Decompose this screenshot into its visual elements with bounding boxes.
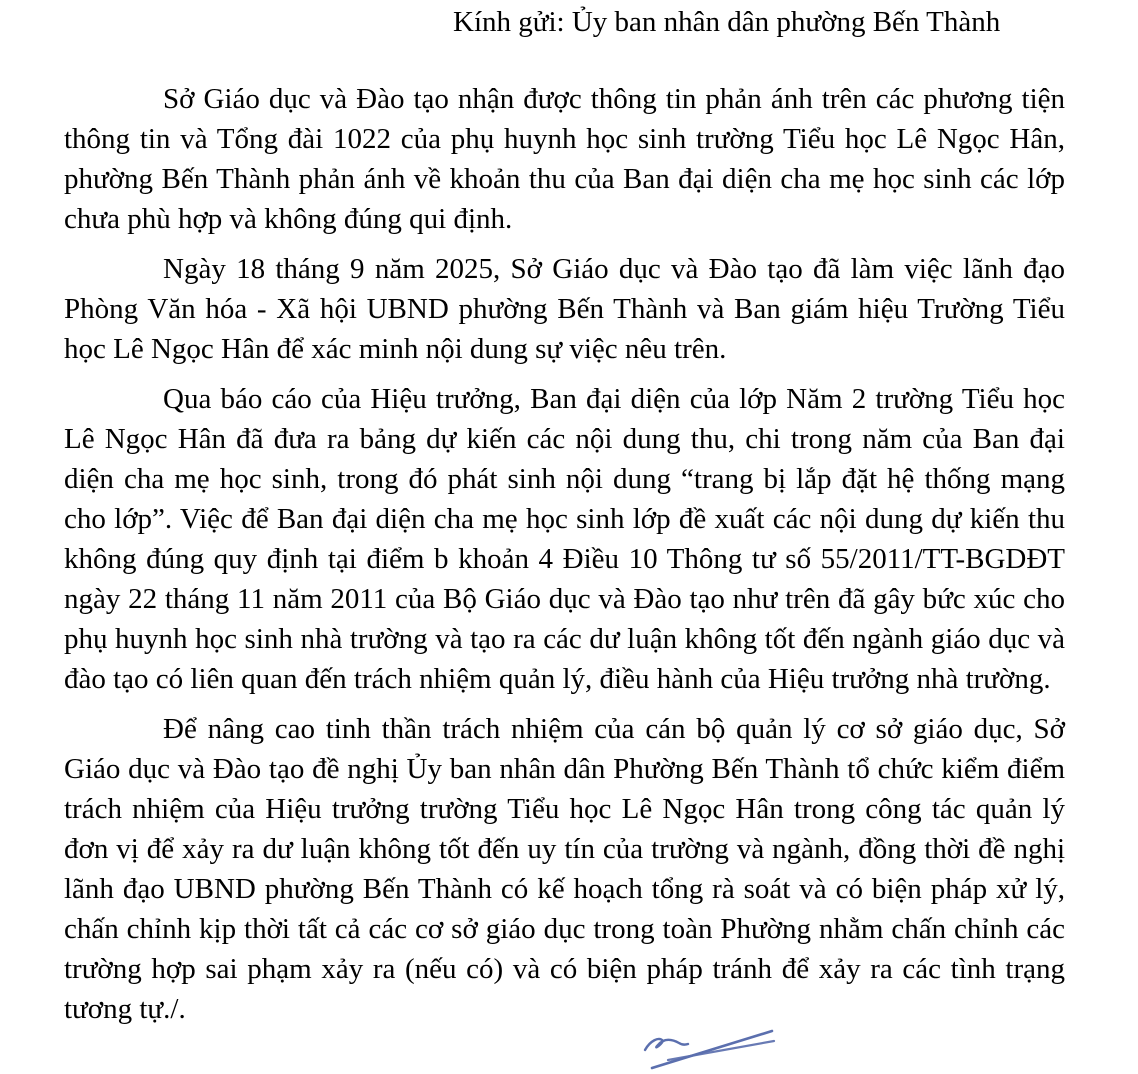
handwritten-signature-icon [633, 1018, 783, 1072]
body-paragraph: Sở Giáo dục và Đào tạo nhận được thông tin phản ánh trên các phương tiện thông tin và Tổng đài 1022 của phụ huynh học sinh trường Tiểu học Lê Ngọc Hân, phường Bến Thành phản ánh về khoản thu của Ban đại diện cha mẹ học sinh các lớp chưa phù hợp và không đúng qui định. [64, 83, 1065, 235]
letter-body [64, 79, 1065, 1029]
body-paragraph: Để nâng cao tinh thần trách nhiệm của cán bộ quản lý cơ sở giáo dục, Sở Giáo dục và Đào tạo đề nghị Ủy ban nhân dân Phường Bến Thành tổ chức kiểm điểm trách nhiệm của Hiệu trưởng trường Tiểu học Lê Ngọc Hân trong công tác quản lý đơn vị để xảy ra dư luận không tốt đến uy tín của trường và ngành, đồng thời đề nghị lãnh đạo UBND phường Bến Thành có kế hoạch tổng rà soát và có biện pháp xử lý, chấn chỉnh kịp thời tất cả các cơ sở giáo dục trong toàn Phường nhằm chấn chỉnh các trường hợp sai phạm xảy ra (nếu có) và có biện pháp tránh để xảy ra các tình trạng tương tự./. [64, 713, 1065, 1025]
salutation-line: Kính gửi: Ủy ban nhân dân phường Bến Thành [453, 6, 1001, 38]
body-paragraph: Ngày 18 tháng 9 năm 2025, Sở Giáo dục và Đào tạo đã làm việc lãnh đạo Phòng Văn hóa - Xã hội UBND phường Bến Thành và Ban giám hiệu Trường Tiểu học Lê Ngọc Hân để xác minh nội dung sự việc nêu trên. [64, 253, 1065, 365]
body-paragraph: Qua báo cáo của Hiệu trưởng, Ban đại diện của lớp Năm 2 trường Tiểu học Lê Ngọc Hân đã đưa ra bảng dự kiến các nội dung thu, chi trong năm của Ban đại diện cha mẹ học sinh, trong đó phát sinh nội dung “trang bị lắp đặt hệ thống mạng cho lớp”. Việc để Ban đại diện cha mẹ học sinh lớp đề xuất các nội dung dự kiến thu không đúng quy định tại điểm b khoản 4 Điều 10 Thông tư số 55/2011/TT-BGDĐT ngày 22 tháng 11 năm 2011 của Bộ Giáo dục và Đào tạo như trên đã gây bức xúc cho phụ huynh học sinh nhà trường và tạo ra các dư luận không tốt đến ngành giáo dục và đào tạo có liên quan đến trách nhiệm quản lý, điều hành của Hiệu trưởng nhà trường. [64, 383, 1065, 695]
